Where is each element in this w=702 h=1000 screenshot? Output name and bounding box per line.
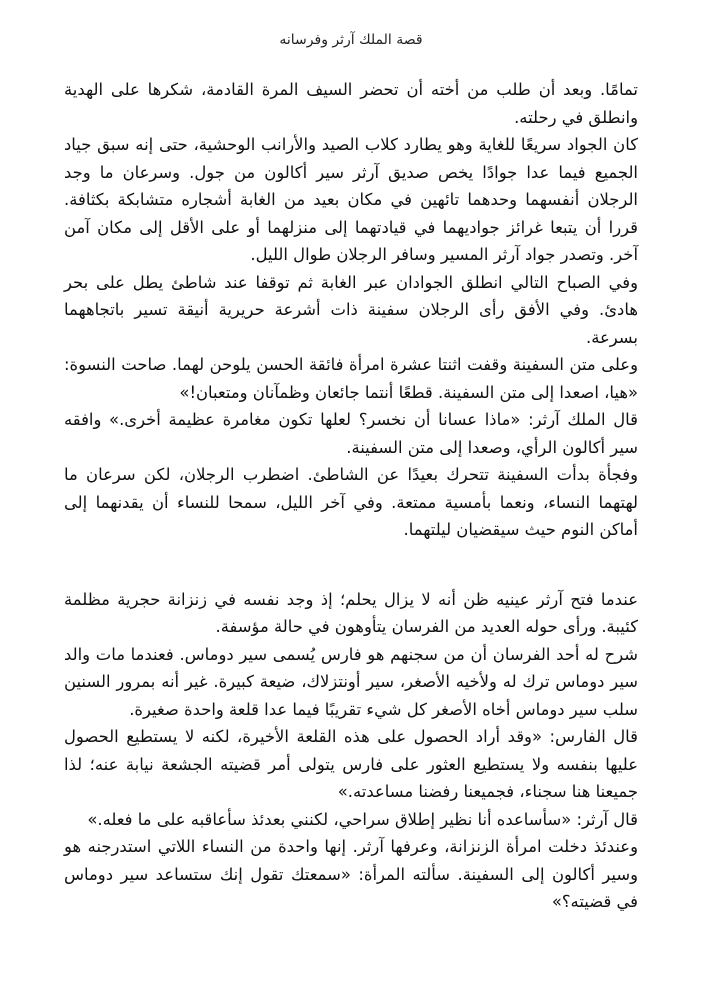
paragraph: تمامًا. وبعد أن طلب من أخته أن تحضر السيف المرة القادمة، شكرها على الهدية وانطلق في رحلته. xyxy=(64,80,638,127)
paragraph: شرح له أحد الفرسان أن من سجنهم هو فارس يُسمى سير دوماس. فعندما مات والد سير دوماس ترك له ولأخيه الأصغر، سير أونتزلاك، ضيعة كبيرة. غير أنه بمرور السنين سلب سير دوماس أخاه الأصغر كل شيء تقريبًا فيما عدا قلعة واحدة صغيرة. xyxy=(64,644,638,719)
paragraph: وفجأة بدأت السفينة تتحرك بعيدًا عن الشاطئ. اضطرب الرجلان، لكن سرعان ما لهتهما النساء، ونعما بأمسية ممتعة. وفي آخر الليل، سمحا للنساء أن يقدنهما إلى أماكن النوم حيث سيقضيان ليلتهما. xyxy=(64,465,638,539)
running-header-title: قصة الملك آرثر وفرسانه xyxy=(279,32,423,48)
paragraph: قال آرثر: «سأساعده أنا نظير إطلاق سراحي، لكنني بعدئذ سأعاقبه على ما فعله.» xyxy=(87,809,638,829)
body-text xyxy=(64,76,638,916)
paragraph: قال الملك آرثر: «ماذا عسانا أن نخسر؟ لعلها تكون مغامرة عظيمة أخرى.» وافقه سير أكالون الرأي، وصعدا إلى متن السفينة. xyxy=(64,410,638,457)
paragraph: وعلى متن السفينة وقفت اثنتا عشرة امرأة فائقة الحسن يلوحن لهما. صاحت النسوة: «هيا، اصعدا إلى متن السفينة. قطعًا أنتما جائعان وظمآنان ومتعبان!» xyxy=(64,355,638,402)
paragraph: وفي الصباح التالي انطلق الجوادان عبر الغابة ثم توقفا عند شاطئ يطل على بحر هادئ. وفي الأفق رأى الرجلان سفينة ذات أشرعة حريرية أنيقة تسير باتجاههما بسرعة. xyxy=(64,272,638,347)
paragraph: عندما فتح آرثر عينيه ظن أنه لا يزال يحلم؛ إذ وجد نفسه في زنزانة حجرية مظلمة كئيبة. ورأى حوله العديد من الفرسان يتأوهون في حالة مؤسفة. xyxy=(64,589,638,636)
paragraph: وعندئذ دخلت امرأة الزنزانة، وعرفها آرثر. إنها واحدة من النساء اللاتي استدرجنه هو وسير أكالون إلى السفينة. سألته المرأة: «سمعتك تقول إنك ستساعد سير دوماس في قضيته؟» xyxy=(64,837,638,911)
paragraph: كان الجواد سريعًا للغاية وهو يطارد كلاب الصيد والأرانب الوحشية، حتى إنه سبق جياد الجميع فيما عدا جوادًا يخص صديق آرثر سير أكالون من جول. وسرعان ما وجد الرجلان أنفسهما وحدهما تائهين في مكان بعيد من الغابة أشجاره متشابكة بكثافة. قررا أن يتبعا غرائز جواديهما في قيادتهما إلى منزلهما أو على الأقل إلى مكان آمن آخر. وتصدر جواد آرثر المسير وسافر الرجلان طوال الليل. xyxy=(64,135,638,264)
paragraph: قال الفارس: «وقد أراد الحصول على هذه القلعة الأخيرة، لكنه لا يستطيع الحصول عليها بنفسه ولا يستطيع العثور على فارس يتولى أمر قضيته الجشعة نيابة عنه؛ لذا جميعنا هنا سجناء، فجميعنا رفضنا مساعدته.» xyxy=(64,727,638,801)
